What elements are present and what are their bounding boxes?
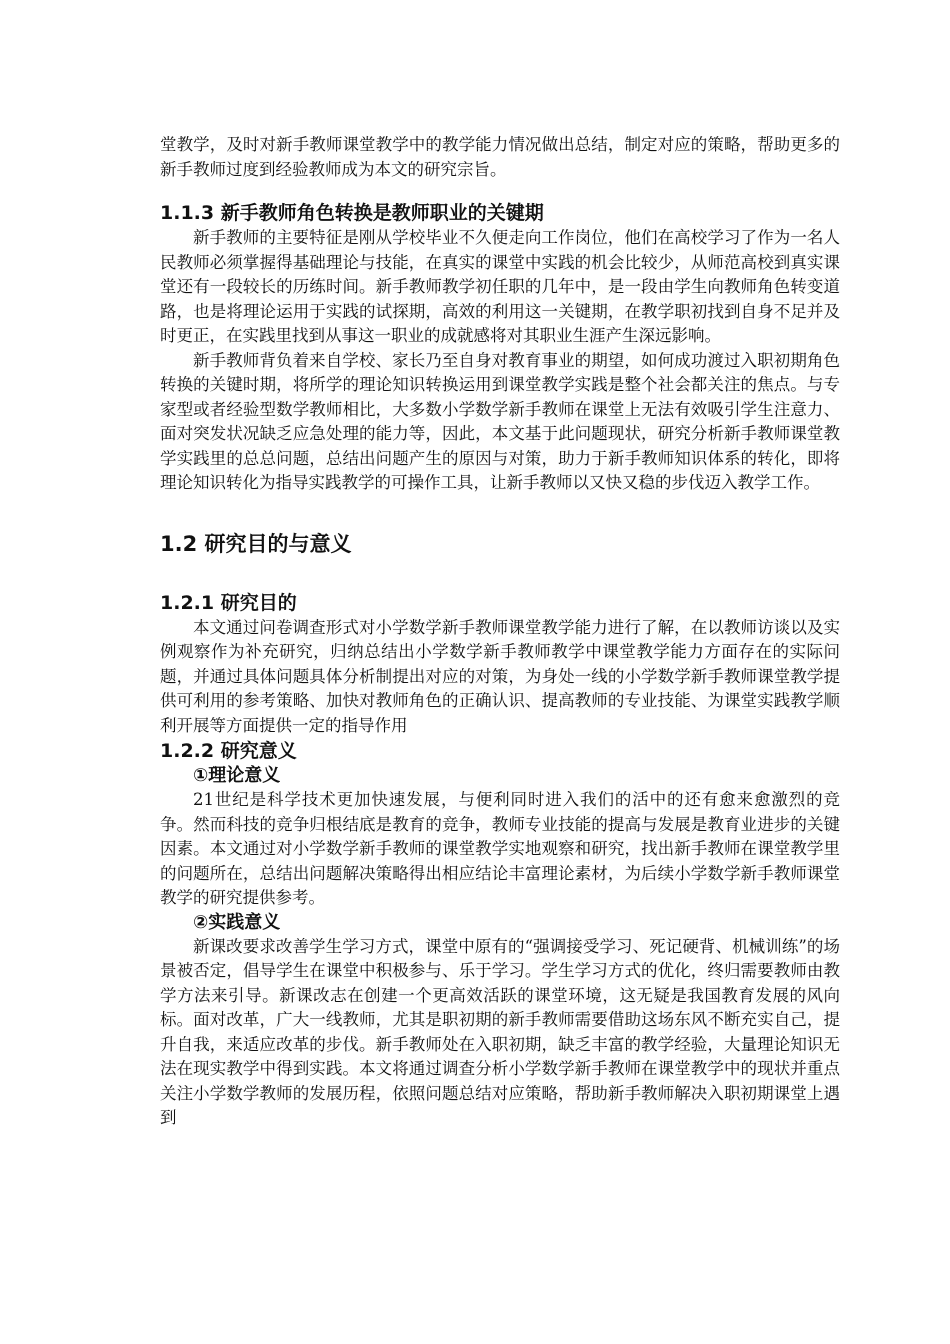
heading-1-1-3: 1.1.3 新手教师角色转换是教师职业的关键期 — [160, 202, 544, 224]
heading-1-2-2: 1.2.2 研究意义 — [160, 740, 297, 762]
paragraph-1-1-3-a: 新手教师的主要特征是刚从学校毕业不久便走向工作岗位，他们在高校学习了作为一名人民教师必须掌握得基础理论与技能，在真实的课堂中实践的机会比较少，从师范高校到真实课堂还有一段较长的历练时间。新手教师教学初任职的几年中，是一段由学生向教师角色转变道路，也是将理论运用于实践的试探期，高效的利用这一关键期，在教学职初找到自身不足并及时更正，在实践里找到从事这一职业的成就感将对其职业生涯产生深远影响。 — [160, 228, 840, 345]
heading-1-2: 1.2 研究目的与意义 — [160, 531, 352, 556]
heading-practice-significance: ②实践意义 — [193, 911, 281, 933]
paragraph-1-1-3-b: 新手教师背负着来自学校、家长乃至自身对教育事业的期望，如何成功渡过入职初期角色转换的关键时期，将所学的理论知识转换运用到课堂教学实践是整个社会都关注的焦点。与专家型或者经验型数学教师相比，大多数小学数学新手教师在课堂上无法有效吸引学生注意力、面对突发状况缺乏应急处理的能力等，因此，本文基于此问题现状，研究分析新手教师课堂教学实践里的总总问题，总结出问题产生的原因与对策，助力于新手教师知识体系的转化，即将理论知识转化为指导实践教学的可操作工具，让新手教师以又快又稳的步伐迈入教学工作。 — [160, 350, 840, 492]
document-body — [160, 133, 840, 1131]
paragraph-practice-significance: 新课改要求改善学生学习方式，课堂中原有的“强调接受学习、死记硬背、机械训练”的场景被否定，倡导学生在课堂中积极参与、乐于学习。学生学习方式的优化，终归需要教师由教学方法来引导。新课改志在创建一个更高效活跃的课堂环境，这无疑是我国教育发展的风向标。面对改革，广大一线教师，尤其是职初期的新手教师需要借助这场东风不断充实自己，提升自我，来适应改革的步伐。新手教师处在入职初期，缺乏丰富的教学经验，大量理论知识无法在现实教学中得到实践。本文将通过调查分析小学数学新手教师在课堂教学中的现状并重点关注小学数学教师的发展历程，依照问题总结对应策略，帮助新手教师解决入职初期课堂上遇到 — [160, 936, 840, 1127]
heading-theory-significance: ①理论意义 — [193, 765, 281, 786]
intro-paragraph: 堂教学，及时对新手教师课堂教学中的教学能力情况做出总结，制定对应的策略，帮助更多的新手教师过度到经验教师成为本文的研究宗旨。 — [160, 135, 840, 179]
heading-1-2-1: 1.2.1 研究目的 — [160, 591, 297, 614]
paragraph-theory-significance: 21世纪是科学技术更加快速发展，与便利同时进入我们的活中的还有愈来愈激烈的竞争。然而科技的竞争归根结底是教育的竞争，教师专业技能的提高与发展是教育业进步的关键因素。本文通过对小学数学新手教师的课堂教学实地观察和研究，找出新手教师在课堂教学里的问题所在，总结出问题解决策略得出相应结论丰富理论素材，为后续小学数学新手教师课堂教学的研究提供参考。 — [160, 790, 840, 907]
paragraph-1-2-1: 本文通过问卷调查形式对小学数学新手教师课堂教学能力进行了解，在以教师访谈以及实例观察作为补充研究，归纳总结出小学数学新手教师教学中课堂教学能力方面存在的实际问题，并通过具体问题具体分析制提出对应的对策，为身处一线的小学数学新手教师课堂教学提供可利用的参考策略、加快对教师角色的正确认识、提高教师的专业技能、为课堂实践教学顺利开展等方面提供一定的指导作用 — [160, 617, 840, 735]
